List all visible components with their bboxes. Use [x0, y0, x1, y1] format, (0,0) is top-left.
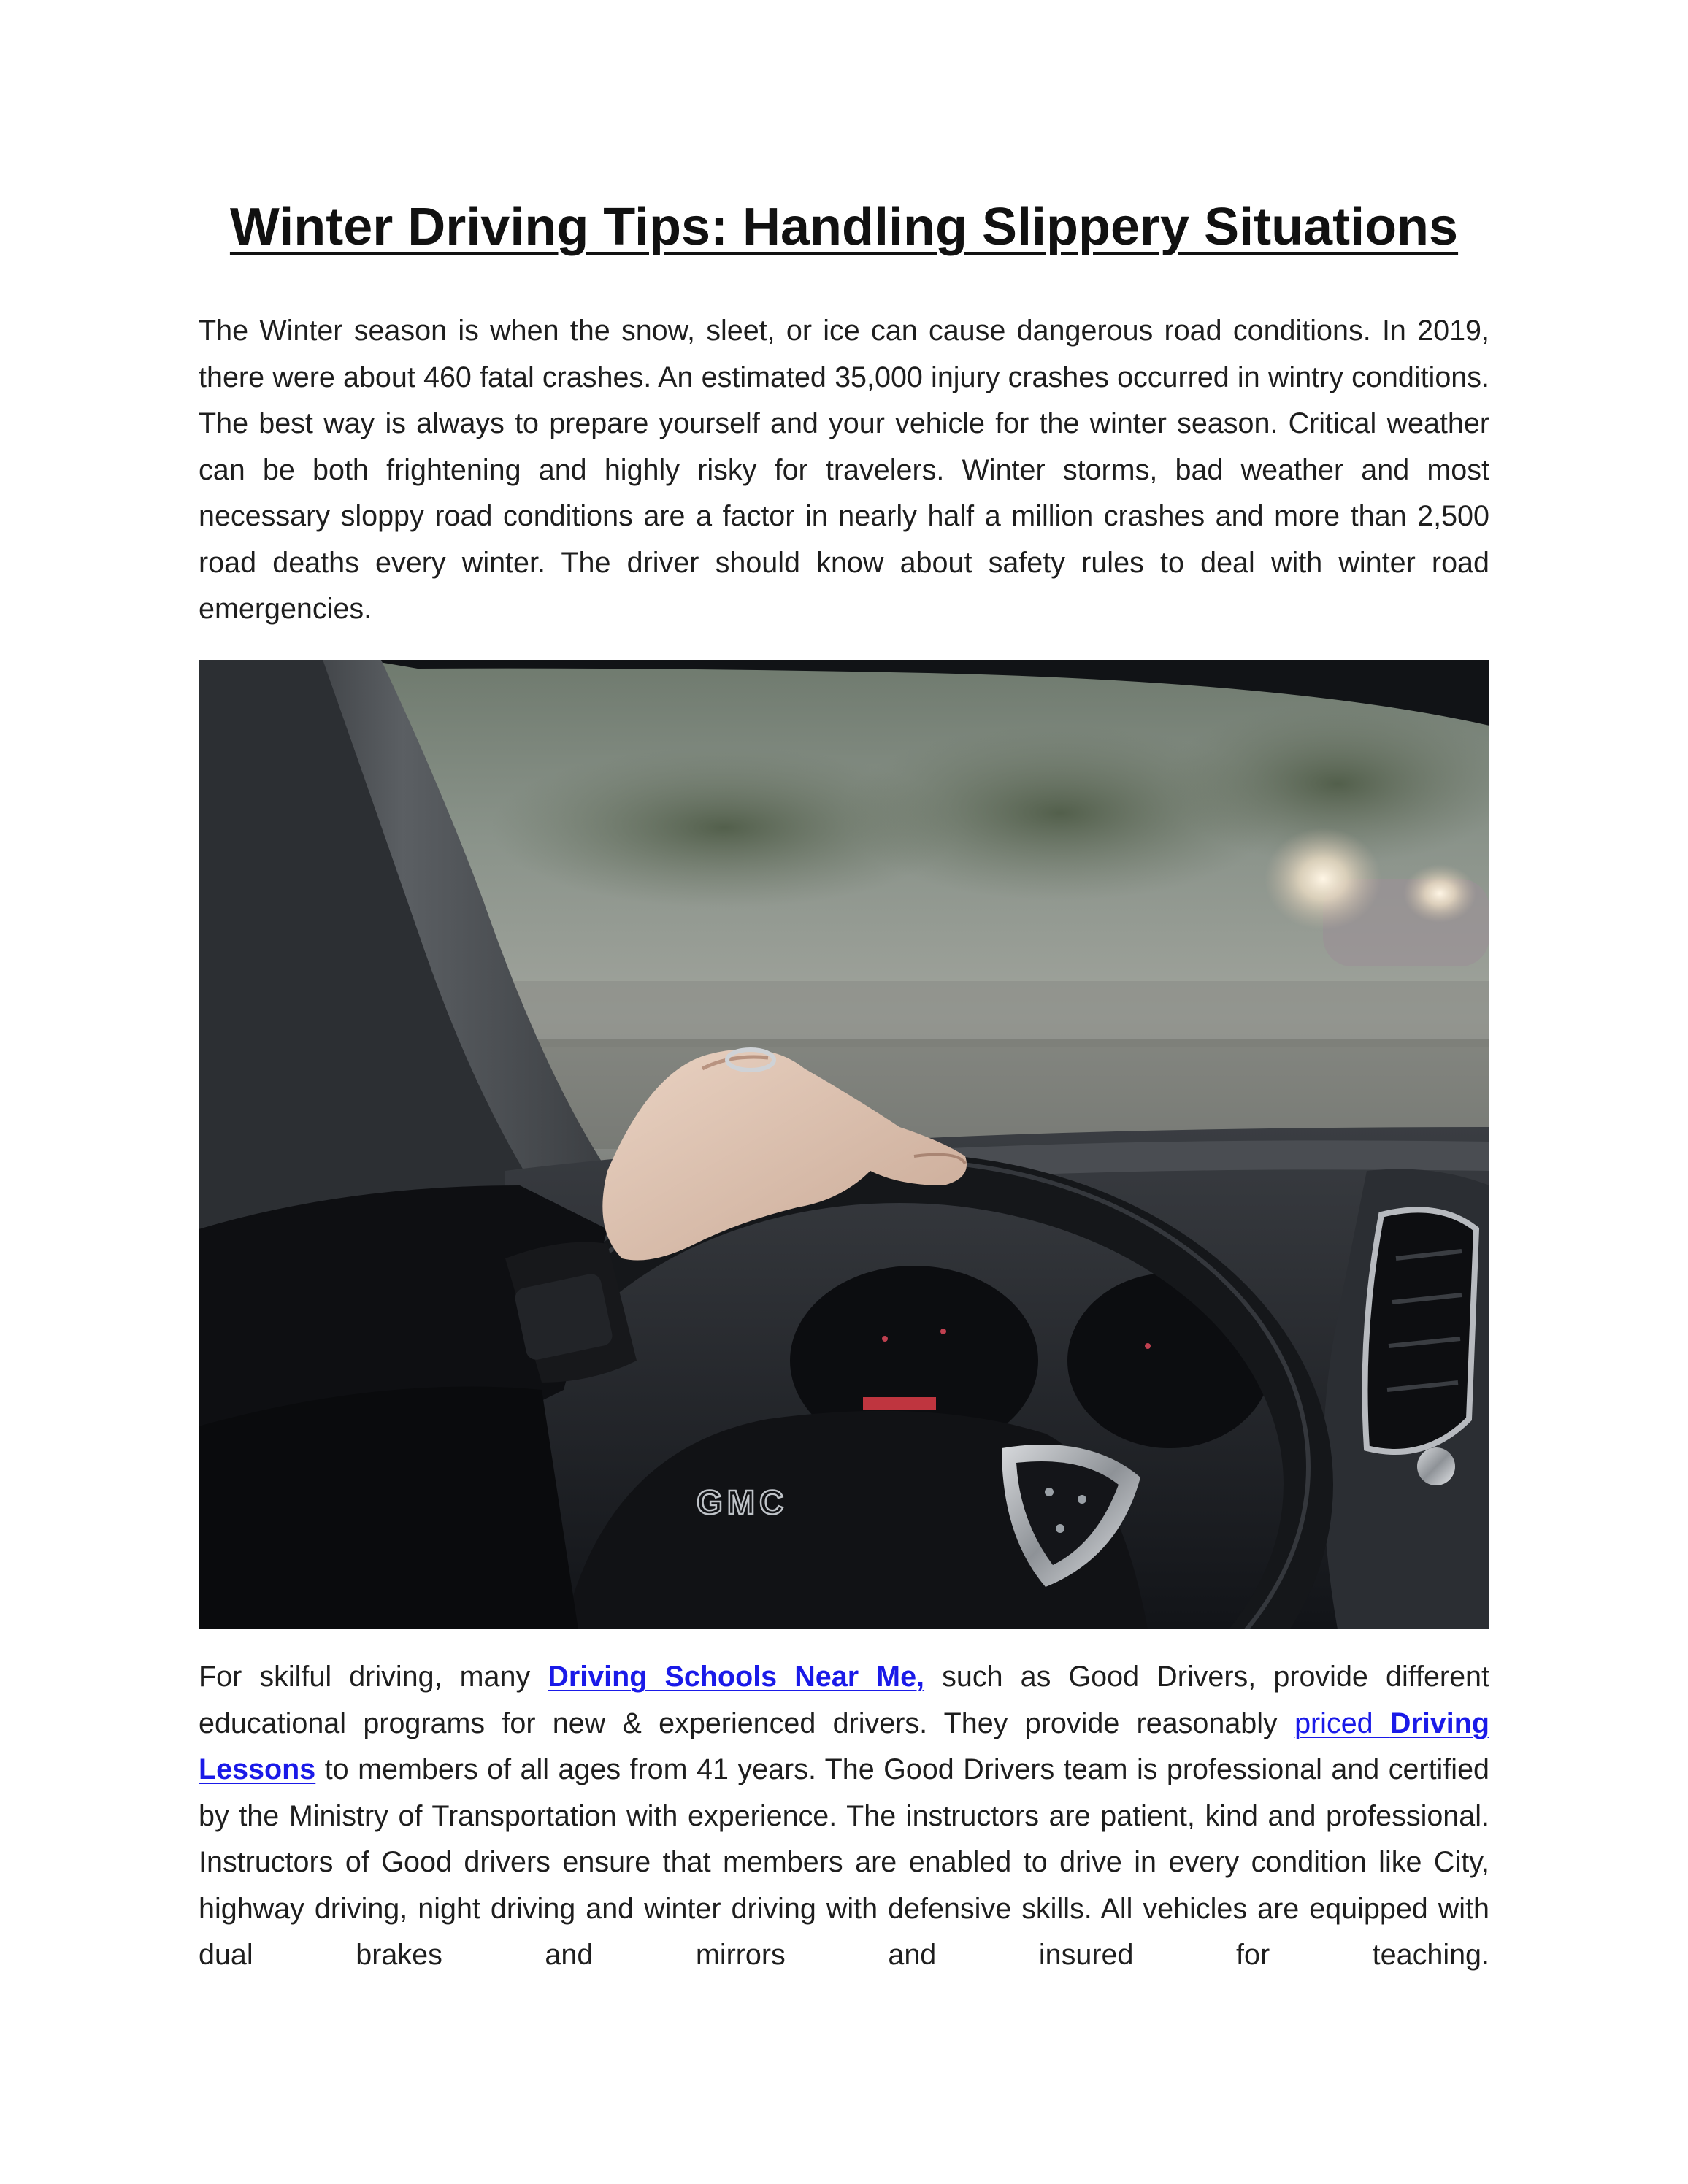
driving-school-paragraph [199, 1654, 1489, 1979]
paragraph-text-2: such as Good Drivers, provide different educational programs for new & experienced drivers. They provide reasonably [199, 1661, 1489, 1739]
steering-wheel-logo: GMC [697, 1483, 789, 1521]
driving-lessons-link-text: Driving Lessons [199, 1707, 1489, 1785]
document-title: Winter Driving Tips: Handling Slippery Situations [229, 198, 1459, 256]
priced-link-text: priced [1294, 1707, 1390, 1739]
paragraph-text-1: For skilful driving, many [199, 1661, 548, 1693]
driving-schools-near-me-link[interactable]: Driving Schools Near Me, [548, 1661, 925, 1693]
intro-paragraph: The Winter season is when the snow, sleet, or ice can cause dangerous road conditions. In 2019, there were about 460 fatal crashes. An estimated 35,000 injury crashes occurred in wintry conditions. The best way is always to prepare yourself and your vehicle for the winter season. Critical weather can be both frightening and highly risky for travelers. Winter storms, bad weather and most necessary sloppy road conditions are a factor in nearly half a million crashes and more than 2,500 road deaths every winter. The driver should know about safety rules to deal with winter road emergencies. [199, 315, 1489, 625]
paragraph-text-3: to members of all ages from 41 years. The Good Drivers team is professional and certified by the Ministry of Transportation with experience. The instructors are patient, kind and professional. Instructors of Good drivers ensure that members are enabled to drive in every condition like City, highway driving, night driving and winter driving with defensive skills. All vehicles are equipped with dual brakes and mirrors and insured for teaching. [199, 1753, 1489, 1971]
driver-steering-wheel-photo [199, 660, 1489, 1629]
